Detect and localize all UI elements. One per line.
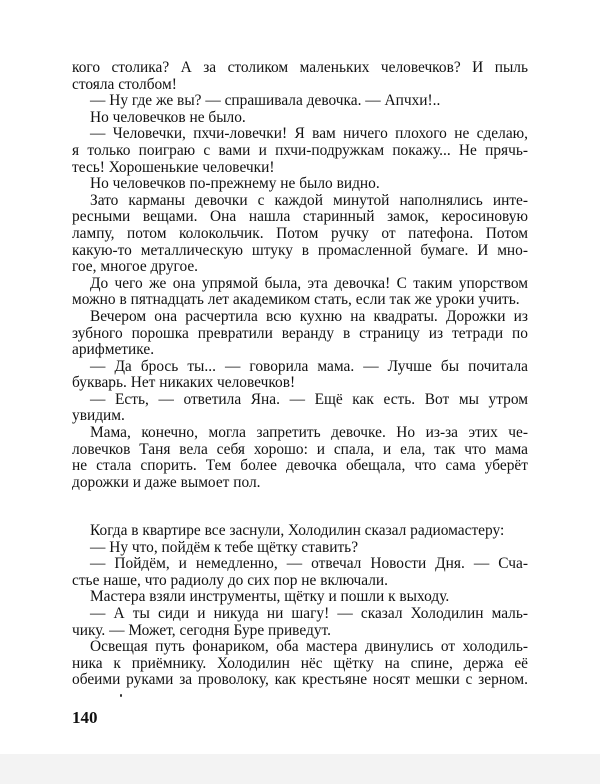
text-block-lower (72, 523, 528, 689)
text-line: кого столика? А за столиком маленьких человечков? И пыль (72, 59, 528, 76)
page-number: 140 (72, 708, 98, 727)
scan-margin (0, 754, 600, 784)
text-line: Освещая путь фонариком, оба мастера двинулись от холодиль- (90, 638, 528, 656)
text-line: увидим. (72, 407, 125, 425)
text-line: ника к приёмнику. Холодилин нёс щётку на спине, держа её (72, 654, 528, 672)
text-line: — Человечки, пхчи-ловечки! Я вам ничего плохого не сделаю, (90, 125, 528, 143)
text-line: Зато карманы девочки с каждой минутой наполнялись инте- (90, 191, 528, 209)
text-line: гое, многое другое. (72, 258, 199, 276)
text-line: Вечером она расчертила всю кухню на квадраты. Дорожки из (90, 307, 528, 325)
text-line: До чего же она упрямой была, эта девочка! С таким упорством (90, 274, 528, 292)
text-line: Мастера взяли инструменты, щётку и пошли к выходу. (90, 588, 450, 606)
text-line: букварь. Нет никаких человечков! (72, 374, 296, 392)
text-line: — А ты сиди и никуда ни шагу! — сказал Холодилин маль- (90, 604, 528, 622)
text-line: тесь! Хорошенькие человечки! (72, 158, 275, 176)
text-line: — Ну что, пойдём к тебе щётку ставить? (90, 538, 359, 556)
text-line: стояла столбом! (72, 75, 177, 93)
text-line: лампу, потом колокольчик. Потом ручку от патефона. Потом (72, 224, 528, 242)
text-line: — Пойдём, и немедленно, — отвечал Новости Дня. — Сча- (90, 555, 528, 573)
text-line: — Есть, — ответила Яна. — Ещё как есть. Вот мы утром (90, 390, 528, 408)
text-line: Но человечков по-прежнему не было видно. (90, 175, 380, 193)
text-line: я только поиграю с вами и пхчи-подружкам покажу... Не прячь- (72, 141, 528, 159)
text-line: стье наше, что радиолу до сих пор не включали. (72, 571, 388, 589)
text-line: арифметике. (72, 341, 155, 359)
text-line: зубного порошка превратили веранду в страницу из тетради по (72, 324, 528, 342)
text-line: дорожки и даже вымоет пол. (72, 473, 261, 491)
text-line: — Да брось ты... — говорила мама. — Лучше бы почитала (90, 357, 528, 375)
text-line: обеими руками за проволоку, как крестьяне носят мешки с зерном. (72, 671, 528, 689)
text-line: Но человечков не было. (90, 108, 246, 126)
text-line: — Ну где же вы? — спрашивала девочка. — Апчхи!.. (90, 92, 441, 110)
text-line: ловечков Таня вела себя хорошо: и спала, и ела, так что мама (72, 440, 528, 458)
text-line: какую-то металлическую штуку в промасленной бумаге. И мно- (72, 241, 528, 259)
print-speck (120, 694, 122, 697)
text-line: не стала спорить. Тем более девочка обещала, что сама уберёт (72, 457, 528, 475)
text-block-upper (72, 60, 528, 491)
text-line: Мама, конечно, могла запретить девочке. Но из-за этих че- (90, 424, 528, 442)
text-line: чику. — Может, сегодня Буре приведут. (72, 621, 331, 639)
text-line: ресными вещами. Она нашла старинный замок, керосиновую (72, 208, 528, 226)
text-line: Когда в квартире все заснули, Холодилин сказал радиомастеру: (90, 522, 505, 539)
text-line: можно в пятнадцать лет академиком стать, если так же уроки учить. (72, 291, 520, 309)
